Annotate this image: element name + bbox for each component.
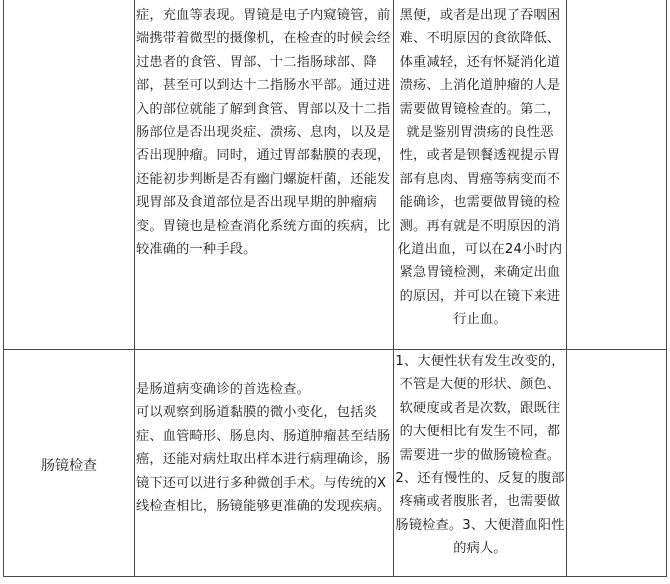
column-divider-2 (393, 0, 394, 577)
exam-indications-cell: 1、大便性状有发生改变的，不管是大便的形状、颜色、软硬度或者是次数，跟既往的大便相比有发生不同，都需要进一步的做肠镜检查。2、还有慢性的、反复的腹部疼痛或者腹胀者，也需要做肠镜检查。3、大便潜血阳性的病人。 (395, 354, 565, 557)
table-right-border (666, 0, 667, 577)
column-divider-3 (566, 0, 567, 577)
column-divider-1 (134, 0, 135, 577)
row-divider (3, 349, 667, 350)
exam-indications-cell: 黑便，或者是出现了吞咽困难、不明原因的食欲降低、体重减轻，还有怀疑消化道溃疡、上消化道肿瘤的人是需要做胃镜检查的。第二，就是鉴别胃溃疡的良性恶性，或者是钡餐透视提示胃部有息肉、胃癌等病变而不能确诊，也需要做胃镜的检测。再有就是不明原因的消化道出血，可以在24小时内紧急胃镜检测，来确定出血的原因，并可以在镜下来进行止血。 (397, 8, 563, 328)
table-left-border (3, 0, 4, 577)
exam-description-cell: 症，充血等表现。胃镜是电子内窥镜管，前端携带着微型的摄像机，在检查的时候会经过患者的食管、胃部、十二指肠球部、降部，甚至可以到达十二指肠水平部。通过进入的部位就能了解到食管、胃部以及十二指肠部位是否出现炎症、溃疡、息肉，以及是否出现肿瘤。同时，通过胃部黏膜的表现，还能初步判断是否有幽门螺旋杆菌，还能发现胃部及食道部位是否出现早期的肿瘤病变。胃镜也是检查消化系统方面的疾病，比较准确的一种手段。 (136, 8, 391, 258)
table-bottom-border (3, 576, 667, 577)
exam-description-cell: 是肠道病变确诊的首选检查。 可以观察到肠道黏膜的微小变化，包括炎症、血管畸形、肠息肉、肠道肿瘤甚至结肠癌，还能对病灶取出样本进行病理确诊，肠镜下还可以进行多种微创手术。与传统的X线检查相比，肠镜能够更准确的发现疾病。 (136, 382, 391, 515)
exam-name-cell: 肠镜检查 (41, 458, 97, 474)
